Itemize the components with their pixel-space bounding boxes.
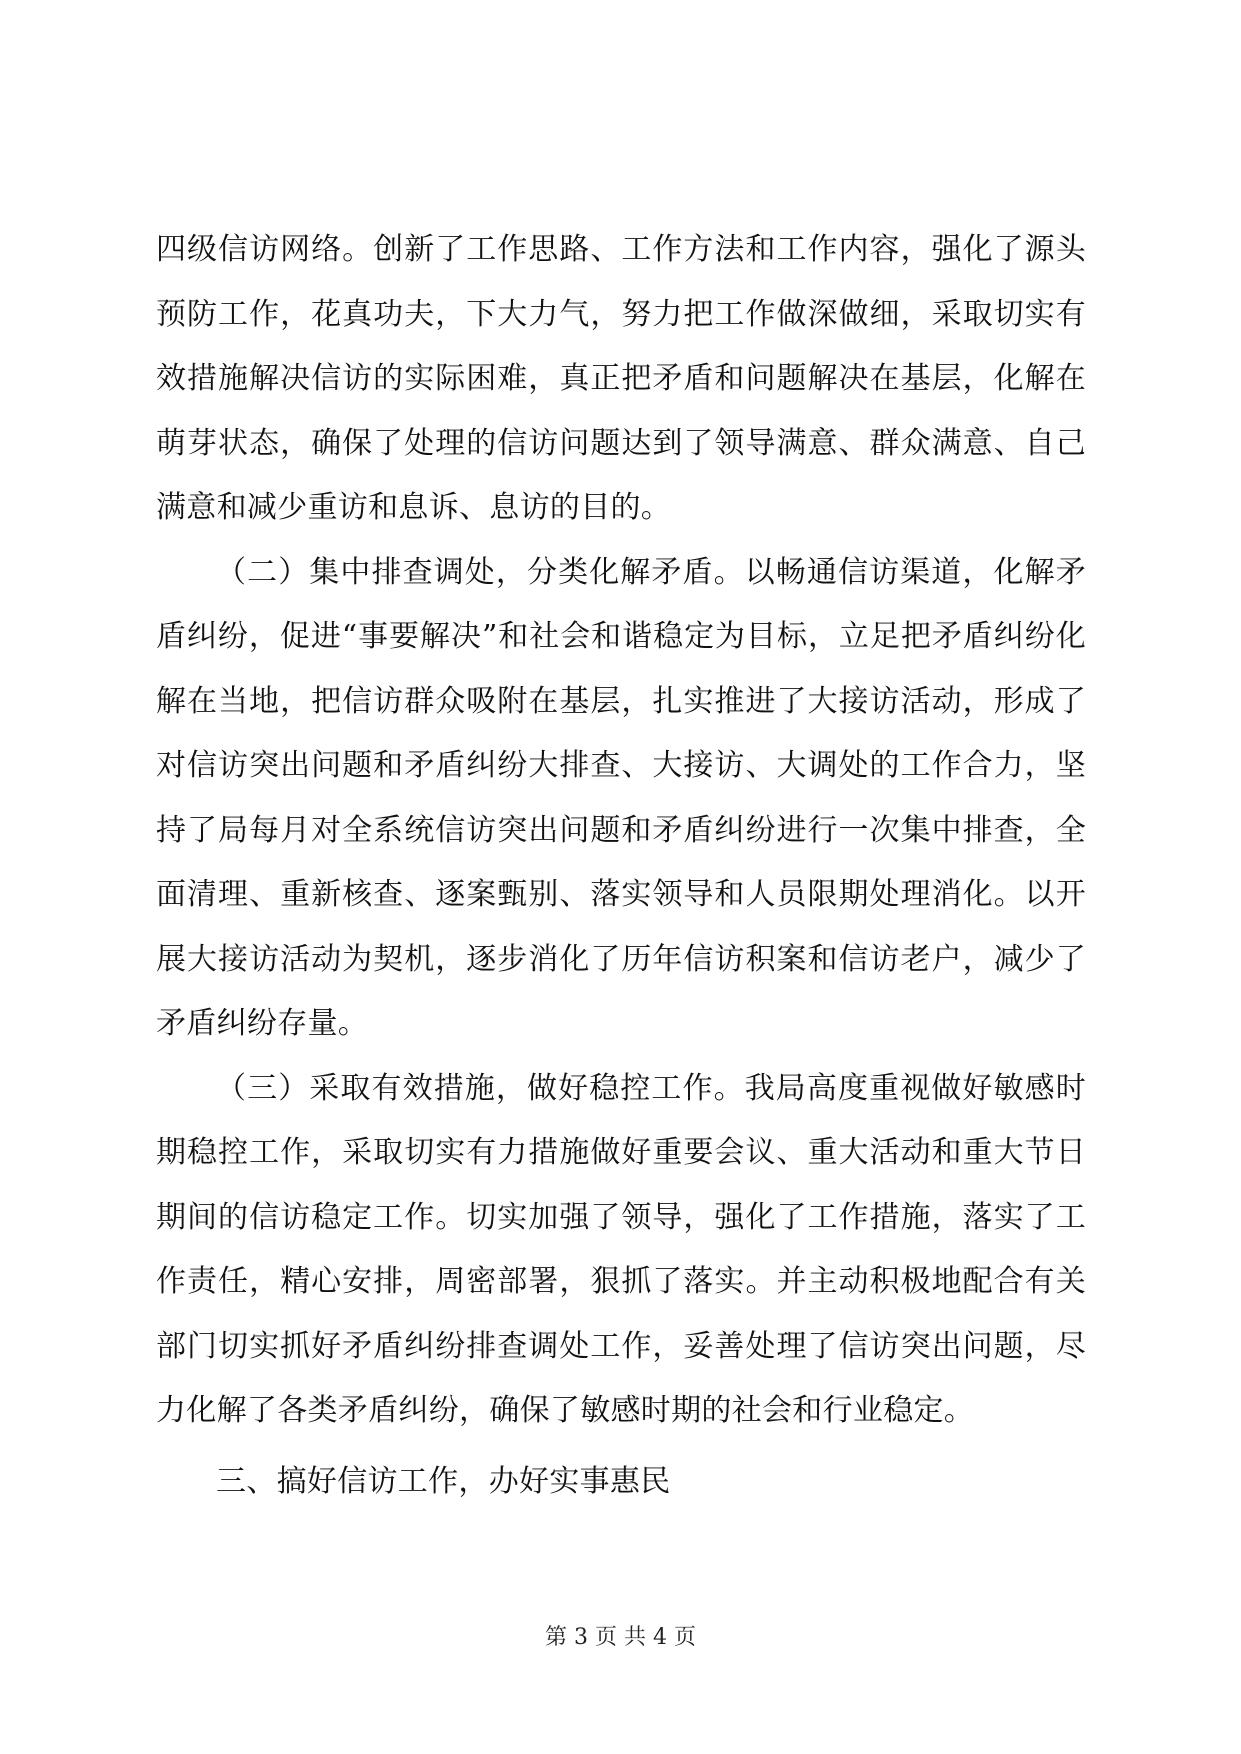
page-footer: 第 3 页 共 4 页	[545, 1625, 696, 1650]
paragraph-continuation: 四级信访网络。创新了工作思路、工作方法和工作内容，强化了源头预防工作，花真功夫，下大力气，努力把工作做深做细，采取切实有效措施解决信访的实际困难，真正把矛盾和问题解决在基层，化解在萌芽状态，确保了处理的信访问题达到了领导满意、群众满意、自己满意和减少重访和息诉、息访的目的。	[156, 232, 1086, 525]
section-heading: 三、搞好信访工作，办好实事惠民	[216, 1463, 671, 1499]
paragraph-section-two: （二）集中排查调处，分类化解矛盾。以畅通信访渠道，化解矛盾纠纷，促进“事要解决”和社会和谐稳定为目标，立足把矛盾纠纷化解在当地，把信访群众吸附在基层，扎实推进了大接访活动，形成了对信访突出问题和矛盾纠纷大排查、大接访、大调处的工作合力，坚持了局每月对全系统信访突出问题和矛盾纠纷进行一次集中排查，全面清理、重新核查、逐案甄别、落实领导和人员限期处理消化。以开展大接访活动为契机，逐步消化了历年信访积案和信访老户，减少了矛盾纠纷存量。	[156, 554, 1086, 1041]
paragraph-section-three: （三）采取有效措施，做好稳控工作。我局高度重视做好敏感时期稳控工作，采取切实有力措施做好重要会议、重大活动和重大节日期间的信访稳定工作。切实加强了领导，强化了工作措施，落实了工作责任，精心安排，周密部署，狠抓了落实。并主动积极地配合有关部门切实抓好矛盾纠纷排查调处工作，妥善处理了信访突出问题，尽力化解了各类矛盾纠纷，确保了敏感时期的社会和行业稳定。	[156, 1070, 1086, 1428]
document-body	[156, 218, 1086, 1514]
